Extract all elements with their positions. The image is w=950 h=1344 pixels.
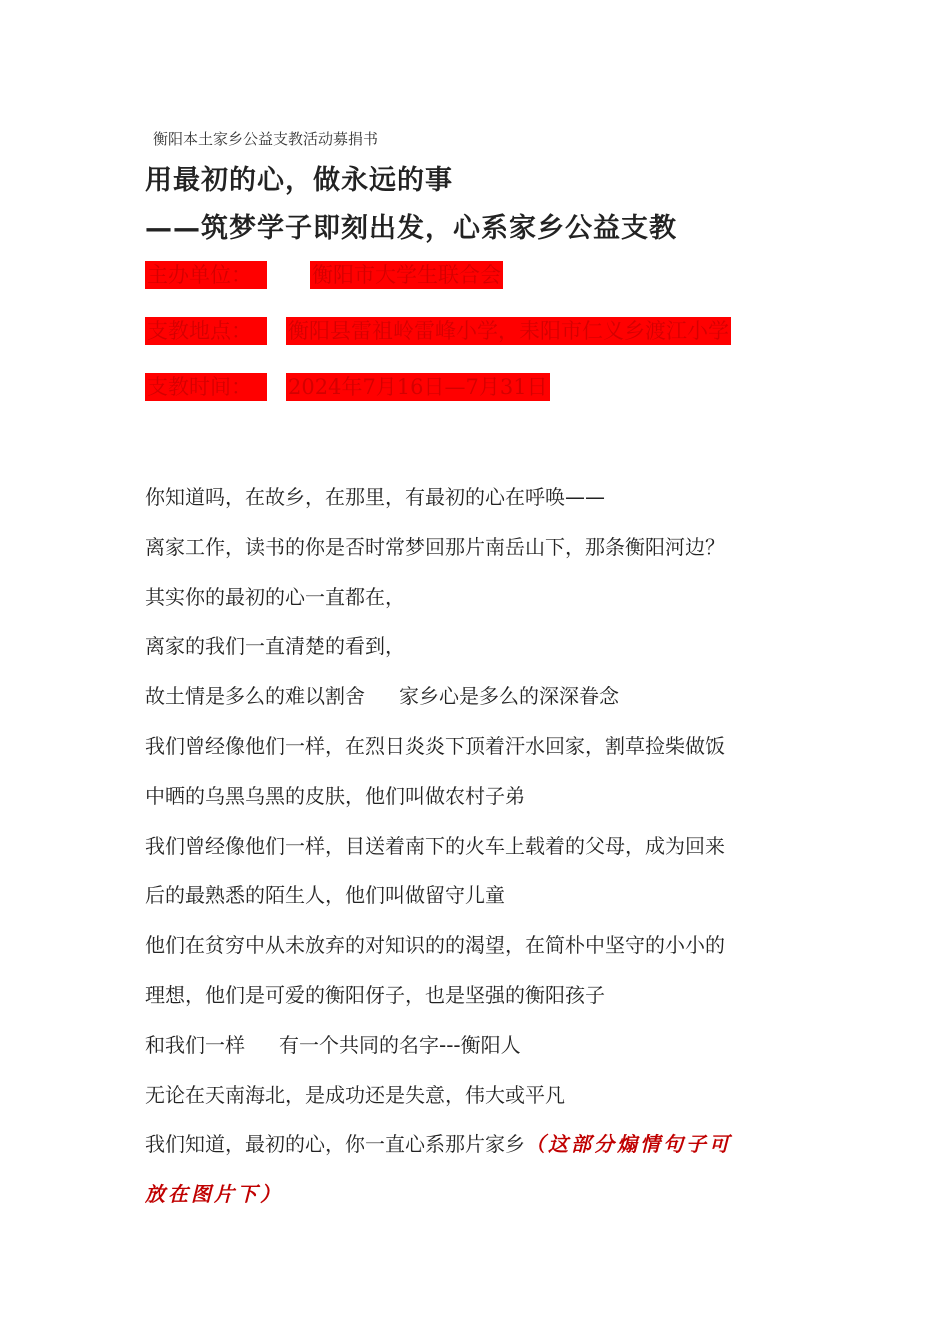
body-line: 我们曾经像他们一样，在烈日炎炎下顶着汗水回家，割草捡柴做饭	[145, 733, 725, 758]
body-line: 我们曾经像他们一样，目送着南下的火车上载着的父母，成为回来	[145, 833, 725, 858]
body-line: 理想，他们是可爱的衡阳伢子，也是坚强的衡阳孩子	[145, 982, 605, 1007]
body-line-part: 故土情是多么的难以割舍	[145, 684, 365, 709]
body-line: 中晒的乌黑乌黑的皮肤，他们叫做农村子弟	[145, 783, 525, 808]
body-line: 其实你的最初的心一直都在，	[145, 584, 405, 609]
organizer-value: 衡阳市大学生联合会	[312, 263, 501, 287]
time-label: 支教时间：	[145, 373, 267, 401]
body-line	[145, 1030, 805, 1080]
body-line	[145, 1129, 805, 1179]
body-line: 他们在贫穷中从未放弃的对知识的的渴望，在简朴中坚守的小小的	[145, 933, 725, 958]
location-value: 衡阳县雷祖岭雷峰小学，耒阳市仁义乡渡江小学	[288, 319, 729, 343]
body-line-part: 有一个共同的名字---衡阳人	[279, 1032, 521, 1057]
body-line-part: 家乡心是多么的深深眷念	[399, 684, 619, 709]
body-line: 无论在天南海北，是成功还是失意，伟大或平凡	[145, 1082, 565, 1107]
body-line-part: 和我们一样	[145, 1032, 245, 1057]
main-title: 用最初的心，做永远的事	[145, 165, 453, 196]
body-line-part: 我们知道，最初的心，你一直心系那片家乡	[145, 1132, 525, 1157]
body-text	[145, 482, 805, 1229]
document-header: 衡阳本土家乡公益支教活动募捐书	[153, 130, 379, 148]
editor-note: （这部分煽情句子可	[525, 1132, 732, 1157]
subtitle: ——筑梦学子即刻出发，心系家乡公益支教	[145, 213, 677, 244]
editor-note: 放在图片下）	[145, 1182, 283, 1207]
body-line: 你知道吗，在故乡，在那里，有最初的心在呼唤——	[145, 485, 605, 509]
body-line	[145, 681, 805, 731]
body-line: 离家工作，读书的你是否时常梦回那片南岳山下，那条衡阳河边？	[145, 534, 725, 559]
time-value: 2024年7月16日—7月31日	[288, 375, 548, 399]
organizer-label: 主办单位：	[145, 261, 267, 289]
body-line: 后的最熟悉的陌生人，他们叫做留守儿童	[145, 883, 505, 908]
body-line: 离家的我们一直清楚的看到，	[145, 634, 405, 659]
location-label: 支教地点：	[145, 317, 267, 345]
body-line	[145, 1179, 805, 1229]
